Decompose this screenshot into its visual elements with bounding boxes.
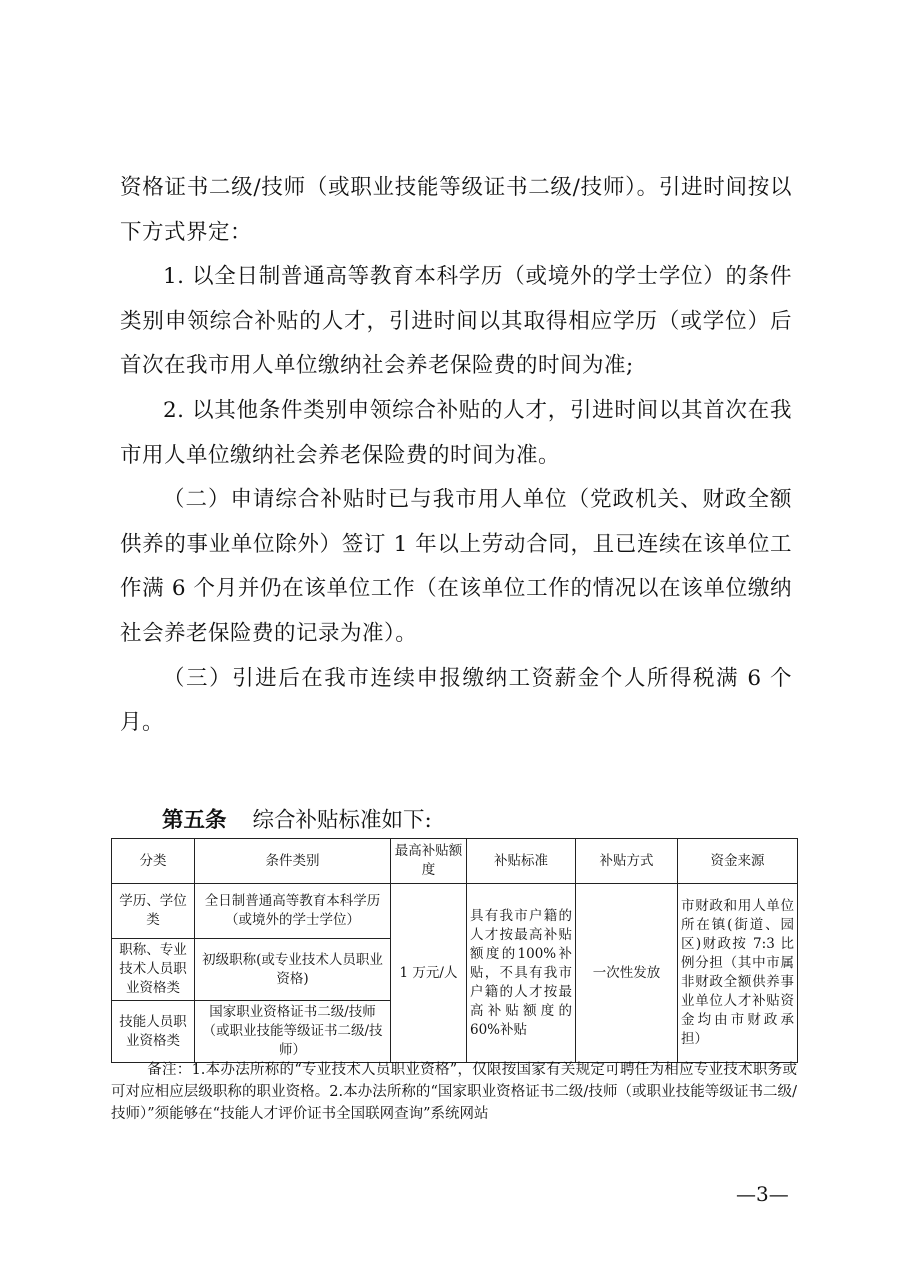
paragraph-item-1: 1. 以全日制普通高等教育本科学历（或境外的学士学位）的条件类别申领综合补贴的人才，引进时间以其取得相应学历（或学位）后首次在我市用人单位缴纳社会养老保险费的时间为准; (120, 264, 792, 379)
header-max-amount: 最高补贴额度 (391, 839, 467, 884)
paragraph-clause-2: （二）申请综合补贴时已与我市用人单位（党政机关、财政全额供养的事业单位除外）签订 1 年以上劳动合同，且已连续在该单位工作满 6 个月并仍在该单位工作（在该单位工作的情况以在该单位缴纳社会养老保险费的记录为准）。 (120, 487, 792, 646)
row-condition: 国家职业资格证书二级/技师（或职业技能等级证书二级/技师） (195, 1001, 391, 1063)
table-row (112, 884, 798, 939)
paragraph-item-2: 2. 以其他条件类别申领综合补贴的人才，引进时间以其首次在我市用人单位缴纳社会养老保险费的时间为准。 (120, 397, 792, 468)
cell-source: 市财政和用人单位所在镇(街道、园区)财政按 7:3 比例分担（其中市属非财政全额供养事业单位人才补贴资金均由市财政承担） (678, 884, 798, 1063)
header-condition: 条件类别 (195, 839, 391, 884)
paragraph-clause-3: （三）引进后在我市连续申报缴纳工资薪金个人所得税满 6 个月。 (120, 665, 792, 736)
row-category: 学历、学位类 (112, 884, 195, 939)
cell-standard: 具有我市户籍的人才按最高补贴额度的100%补贴，不具有我市户籍的人才按最高补贴额度的60%补贴 (467, 884, 576, 1063)
paragraph-continuation: 资格证书二级/技师（或职业技能等级证书二级/技师）。引进时间按以下方式界定： (120, 175, 792, 245)
row-condition: 全日制普通高等教育本科学历（或境外的学士学位） (195, 884, 391, 939)
row-category: 技能人员职业资格类 (112, 1001, 195, 1063)
table-note: 备注：1.本办法所称的“专业技术人员职业资格”，仅限按国家有关规定可聘任为相应专业技术职务或可对应相应层级职称的职业资格。2.本办法所称的“国家职业资格证书二级/技师（或职业技能等级证书二级/技师）”须能够在“技能人才评价证书全国联网查询”系统网站 (111, 1062, 797, 1122)
header-standard: 补贴标准 (467, 839, 576, 884)
subsidy-table (111, 838, 798, 1063)
header-category: 分类 (112, 839, 195, 884)
table-header-row (112, 839, 798, 884)
article-heading (162, 799, 432, 843)
header-method: 补贴方式 (576, 839, 678, 884)
body-text (120, 166, 792, 746)
page-number: —3— (736, 1182, 789, 1206)
row-category: 职称、专业技术人员职业资格类 (112, 939, 195, 1001)
article-text: 综合补贴标准如下: (252, 808, 432, 833)
cell-max-amount: 1 万元/人 (391, 884, 467, 1063)
header-source: 资金来源 (678, 839, 798, 884)
row-condition: 初级职称(或专业技术人员职业资格) (195, 939, 391, 1001)
article-number: 第五条 (162, 808, 227, 833)
cell-method: 一次性发放 (576, 884, 678, 1063)
